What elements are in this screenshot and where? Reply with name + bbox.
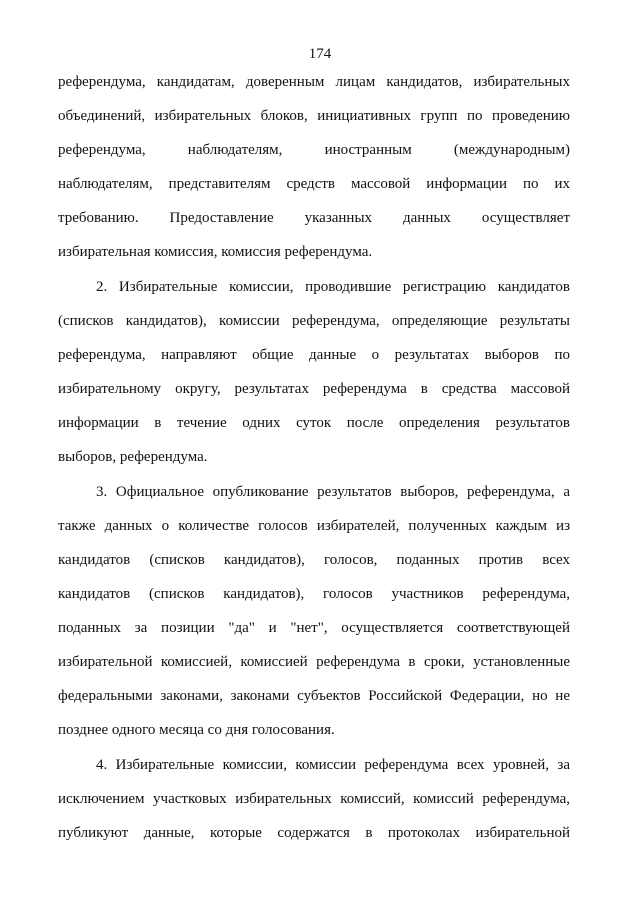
text-line: референдума, наблюдателям, иностранным (международным)	[58, 142, 570, 158]
paragraph-start-line: 3. Официальное опубликование результатов выборов, референдума, а	[96, 484, 570, 500]
text-line: федеральными законами, законами субъектов Российской Федерации, но не	[58, 688, 570, 704]
text-line: выборов, референдума.	[58, 449, 208, 465]
text-line: избирательной комиссией, комиссией референдума в сроки, установленные	[58, 654, 570, 670]
text-line: позднее одного месяца со дня голосования.	[58, 722, 335, 738]
text-line: кандидатов (списков кандидатов), голосов участников референдума,	[58, 586, 570, 602]
text-line: референдума, кандидатам, доверенным лицам кандидатов, избирательных	[58, 74, 570, 90]
text-line: поданных за позиции "да" и "нет", осуществляется соответствующей	[58, 620, 570, 636]
text-line: наблюдателям, представителям средств массовой информации по их	[58, 176, 570, 192]
text-line: требованию. Предоставление указанных данных осуществляет	[58, 210, 570, 226]
text-line: избирательная комиссия, комиссия референдума.	[58, 244, 373, 260]
text-line: также данных о количестве голосов избирателей, полученных каждым из	[58, 518, 570, 534]
text-line: референдума, направляют общие данные о результатах выборов по	[58, 347, 570, 363]
paragraph-start-line: 4. Избирательные комиссии, комиссии референдума всех уровней, за	[96, 757, 570, 773]
paragraph-start-line: 2. Избирательные комиссии, проводившие регистрацию кандидатов	[96, 279, 570, 295]
page-number: 174	[308, 46, 332, 62]
text-line: исключением участковых избирательных комиссий, комиссий референдума,	[58, 791, 570, 807]
text-line: избирательному округу, результатах референдума в средства массовой	[58, 381, 570, 397]
text-line: публикуют данные, которые содержатся в протоколах избирательной	[58, 825, 570, 841]
text-line: объединений, избирательных блоков, инициативных групп по проведению	[58, 108, 570, 124]
text-line: (списков кандидатов), комиссии референдума, определяющие результаты	[58, 313, 570, 329]
text-line: информации в течение одних суток после определения результатов	[58, 415, 570, 431]
text-line: кандидатов (списков кандидатов), голосов, поданных против всех	[58, 552, 570, 568]
